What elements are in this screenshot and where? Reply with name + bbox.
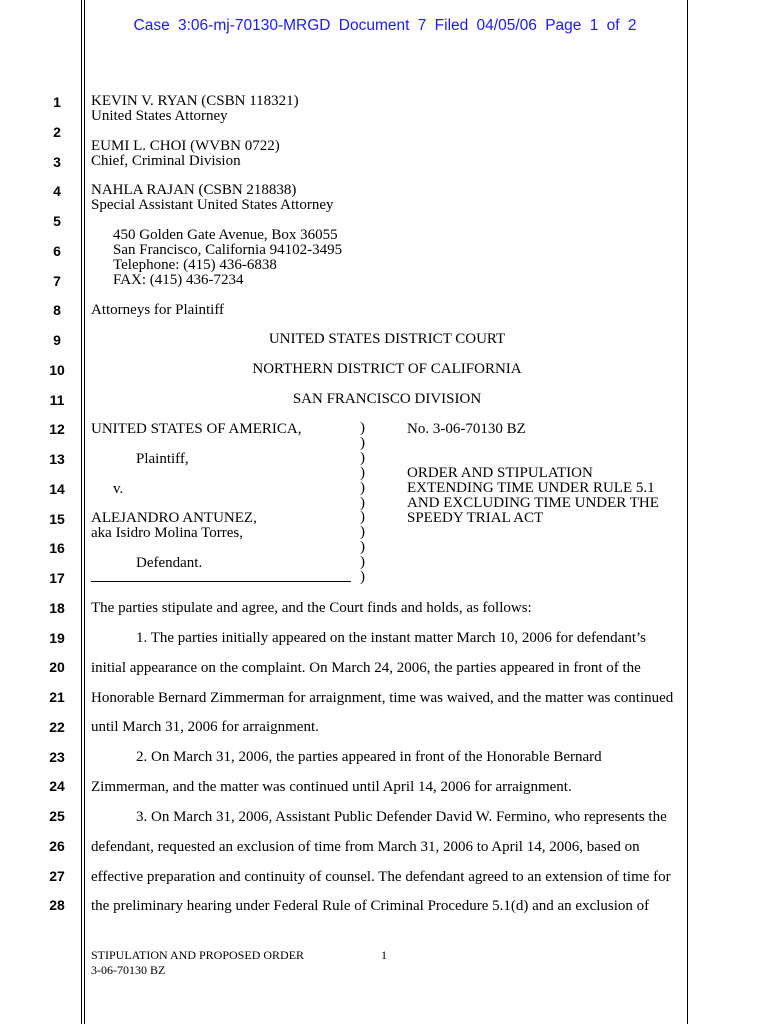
counsel-line-4: Chief, Criminal Division <box>91 153 241 169</box>
line-number: 4 <box>53 183 61 200</box>
line-number: 9 <box>53 332 61 348</box>
defendant-name: ALEJANDRO ANTUNEZ, <box>91 510 257 526</box>
filing-header: Case 3:06-mj-70130-MRGD Document 7 Filed 04/05/06 Page 1 of 2 <box>133 17 637 34</box>
body-line: initial appearance on the complaint. On March 24, 2006, the parties appeared in front of the <box>91 659 641 676</box>
plaintiff-name: UNITED STATES OF AMERICA, <box>91 421 302 437</box>
line-number: 20 <box>49 659 65 676</box>
line-number: 2 <box>53 123 61 140</box>
left-margin-rule-2 <box>84 0 85 1024</box>
caption-parentheses: ) ) ) ) ) ) ) ) ) ) ) <box>360 420 365 586</box>
line-number: 14 <box>49 480 65 497</box>
body-line: Zimmerman, and the matter was continued until April 14, 2006 for arraignment. <box>91 779 572 796</box>
line-number: 27 <box>49 867 65 884</box>
left-margin-rule-1 <box>81 0 82 1024</box>
body-line: The parties stipulate and agree, and the Court finds and holds, as follows: <box>91 600 532 616</box>
body-line: 1. The parties initially appeared on the instant matter March 10, 2006 for defendant’s <box>136 629 646 646</box>
line-number: 18 <box>49 599 65 616</box>
right-margin-rule <box>687 0 688 1024</box>
body-line: until March 31, 2006 for arraignment. <box>91 719 319 736</box>
line-number: 12 <box>49 421 65 438</box>
line-number: 1 <box>53 94 61 110</box>
line-number: 8 <box>53 302 61 319</box>
line-number: 24 <box>49 778 65 795</box>
line-number: 21 <box>49 689 65 705</box>
line-number: 19 <box>49 629 65 646</box>
court-division: SAN FRANCISCO DIVISION <box>292 391 482 407</box>
attorneys-for: Attorneys for Plaintiff <box>91 302 225 318</box>
body-line: 3. On March 31, 2006, Assistant Public Defender David W. Fermino, who represents the <box>136 808 667 825</box>
telephone: Telephone: (415) 436-6838 <box>113 257 277 273</box>
stipulation-body <box>91 601 683 929</box>
defendant-aka: aka Isidro Molina Torres, <box>91 525 243 541</box>
body-line: 2. On March 31, 2006, the parties appeared in front of the Honorable Bernard <box>136 749 602 766</box>
body-line: effective preparation and continuity of counsel. The defendant agreed to an extension of time for <box>91 868 671 885</box>
line-number: 3 <box>53 153 61 170</box>
body-line: defendant, requested an exclusion of time from March 31, 2006 to April 14, 2006, based on <box>91 838 640 855</box>
body-line: Honorable Bernard Zimmerman for arraignment, time was waived, and the matter was continued <box>91 689 674 706</box>
court-name: UNITED STATES DISTRICT COURT <box>268 331 506 347</box>
line-number: 17 <box>49 570 65 586</box>
line-number: 5 <box>53 213 61 229</box>
line-number: 16 <box>49 540 65 557</box>
line-number: 6 <box>53 242 61 259</box>
case-number: No. 3-06-70130 BZ <box>407 421 526 437</box>
address-line-1: 450 Golden Gate Avenue, Box 36055 <box>113 227 338 243</box>
document-title-3: AND EXCLUDING TIME UNDER THE <box>407 495 659 511</box>
plaintiff-role: Plaintiff, <box>136 451 189 467</box>
line-number: 13 <box>49 451 65 467</box>
page-number: 1 <box>381 948 387 962</box>
counsel-line-5: NAHLA RAJAN (CSBN 218838) <box>91 182 297 198</box>
counsel-line-1: KEVIN V. RYAN (CSBN 118321) <box>91 93 299 109</box>
counsel-line-6: Special Assistant United States Attorney <box>91 197 334 213</box>
footer-title: STIPULATION AND PROPOSED ORDER <box>91 948 305 962</box>
footer-case-number: 3-06-70130 BZ <box>91 963 166 977</box>
caption-underline <box>91 581 351 582</box>
versus: v. <box>113 481 124 497</box>
line-number: 10 <box>49 361 65 378</box>
line-number: 7 <box>53 272 61 289</box>
fax: FAX: (415) 436-7234 <box>113 272 244 288</box>
counsel-line-2: United States Attorney <box>91 108 228 124</box>
line-number: 25 <box>49 808 65 824</box>
document-title-4: SPEEDY TRIAL ACT <box>407 510 544 526</box>
line-number: 26 <box>49 837 65 854</box>
court-district: NORTHERN DISTRICT OF CALIFORNIA <box>252 361 522 377</box>
counsel-line-3: EUMI L. CHOI (WVBN 0722) <box>91 138 280 154</box>
line-number: 11 <box>49 391 65 408</box>
document-title-1: ORDER AND STIPULATION <box>407 465 593 481</box>
line-number: 15 <box>49 510 65 527</box>
line-number: 28 <box>49 897 65 914</box>
line-number: 23 <box>49 748 65 765</box>
defendant-role: Defendant. <box>136 555 203 571</box>
body-line: the preliminary hearing under Federal Rule of Criminal Procedure 5.1(d) and an exclusion of <box>91 898 650 915</box>
line-number: 22 <box>49 718 65 735</box>
document-title-2: EXTENDING TIME UNDER RULE 5.1 <box>407 480 655 496</box>
address-line-2: San Francisco, California 94102-3495 <box>113 242 343 258</box>
